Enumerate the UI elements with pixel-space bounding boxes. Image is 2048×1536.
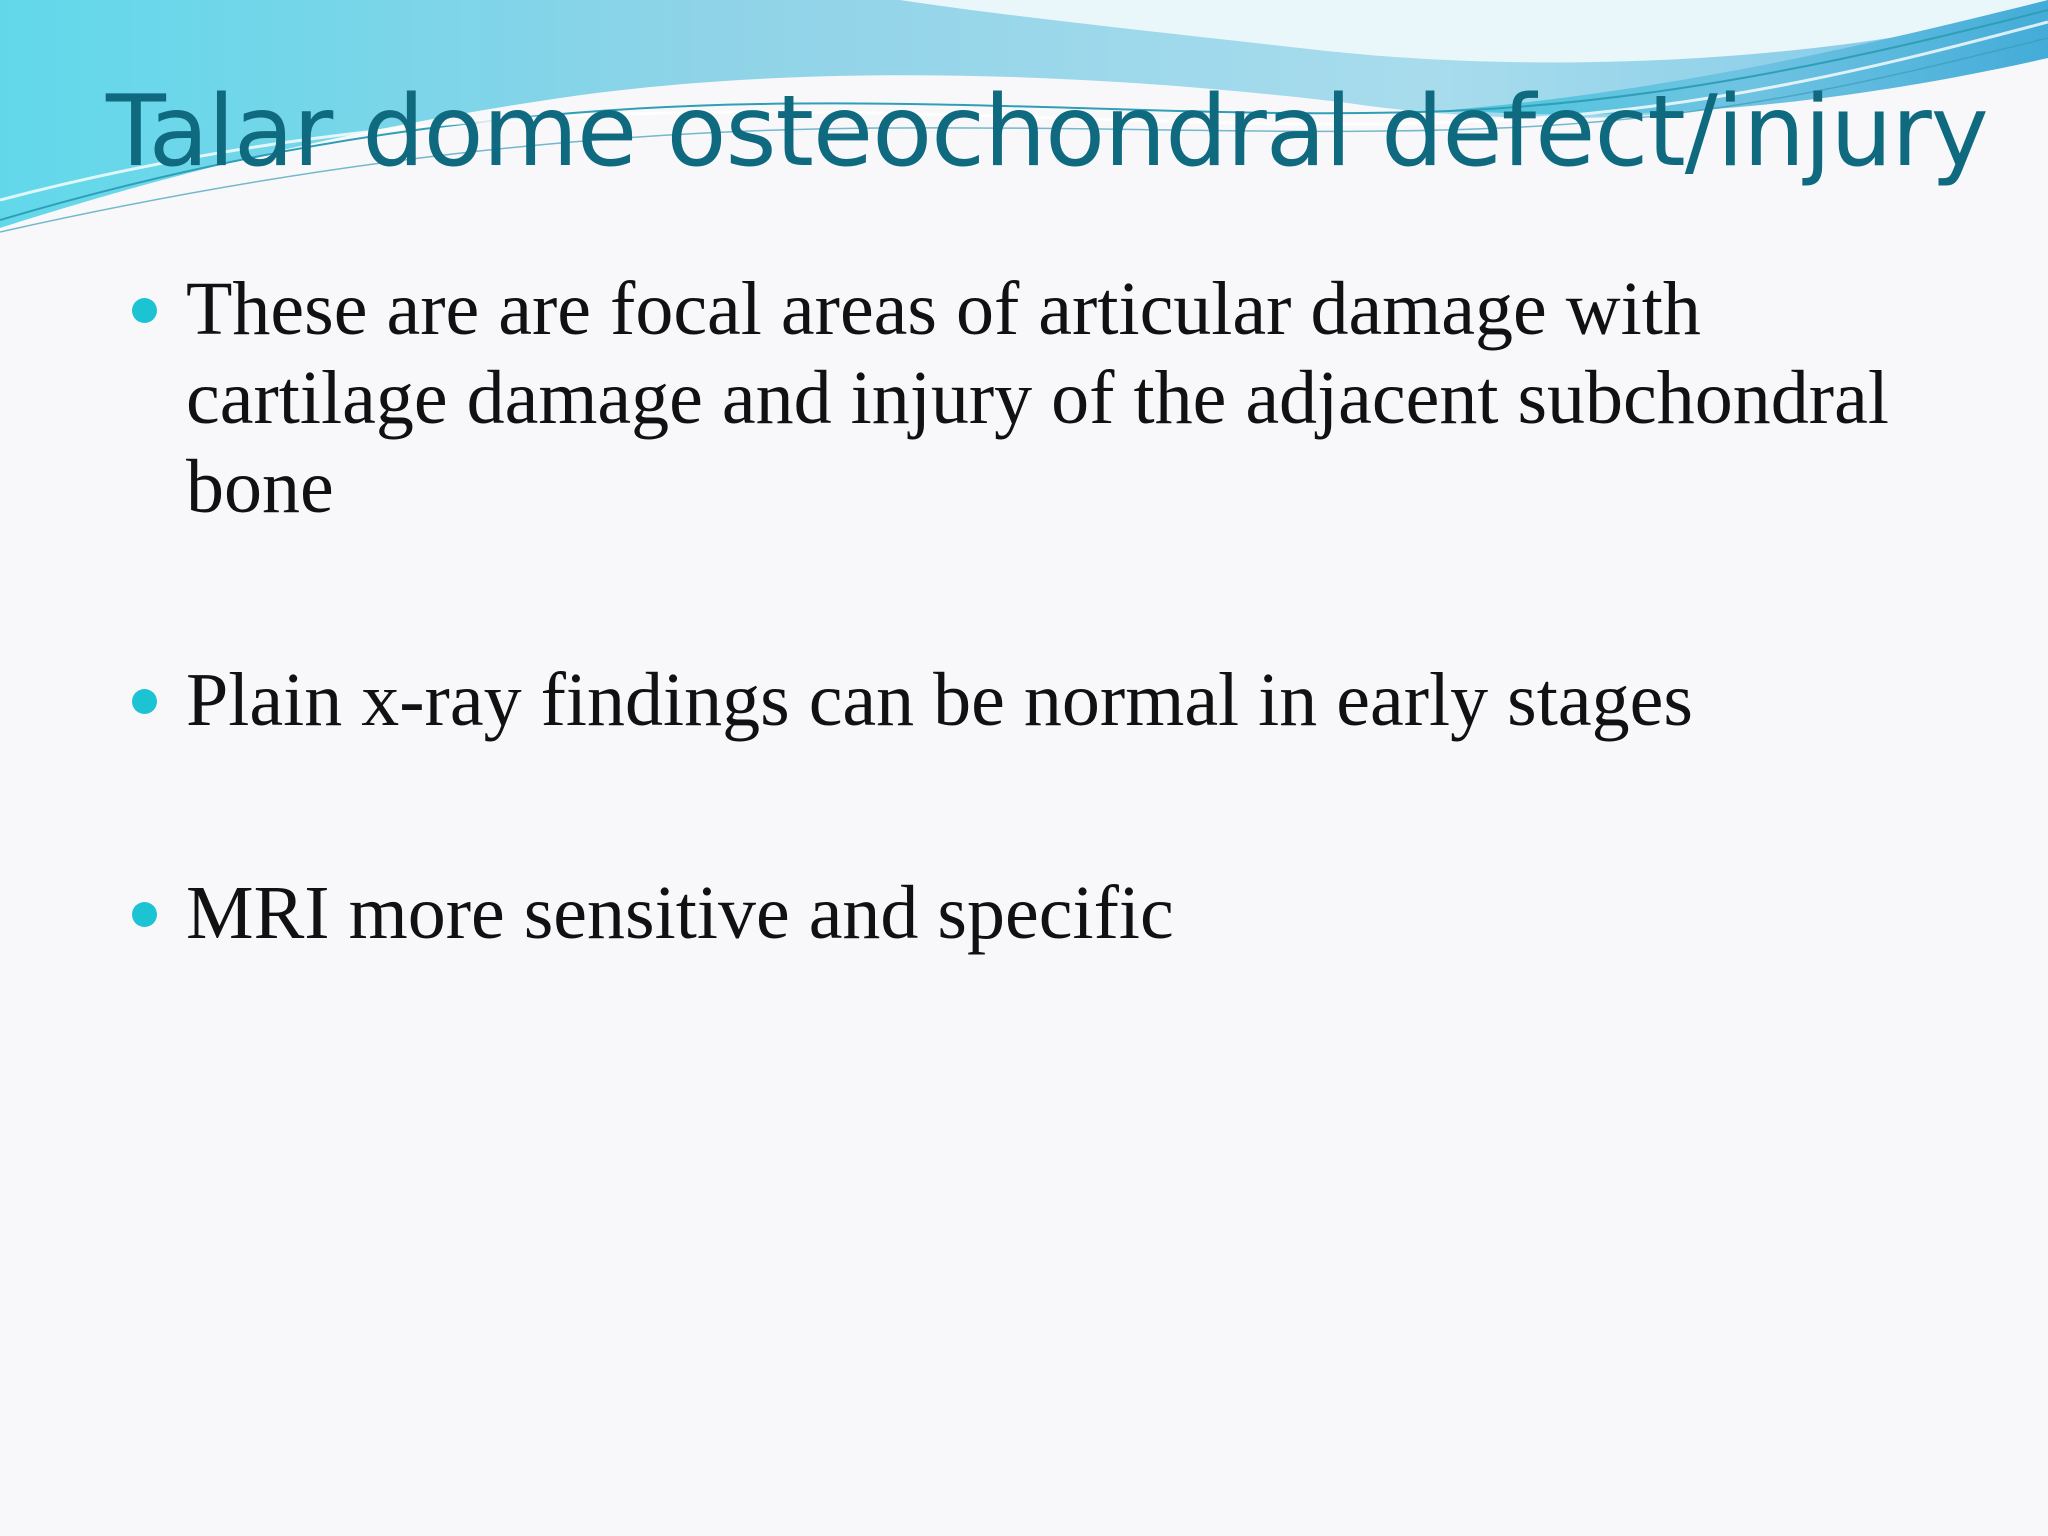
bullet-dot-icon <box>132 689 157 714</box>
bullet-text: Plain x-ray findings can be normal in early stages <box>186 658 1693 742</box>
slide-title: Talar dome osteochondral defect/injury <box>106 75 1988 189</box>
bullet-text: These are are focal areas of articular damage with cartilage damage and injury of the adjacent subchondral bone <box>186 267 1889 529</box>
bullet-list <box>120 265 1920 958</box>
bullet-text: MRI more sensitive and specific <box>186 871 1174 955</box>
bullet-dot-icon <box>132 298 157 323</box>
bullet-item <box>120 265 1920 532</box>
bullet-item <box>120 656 1920 745</box>
bullet-dot-icon <box>132 902 157 927</box>
bullet-item <box>120 869 1920 958</box>
